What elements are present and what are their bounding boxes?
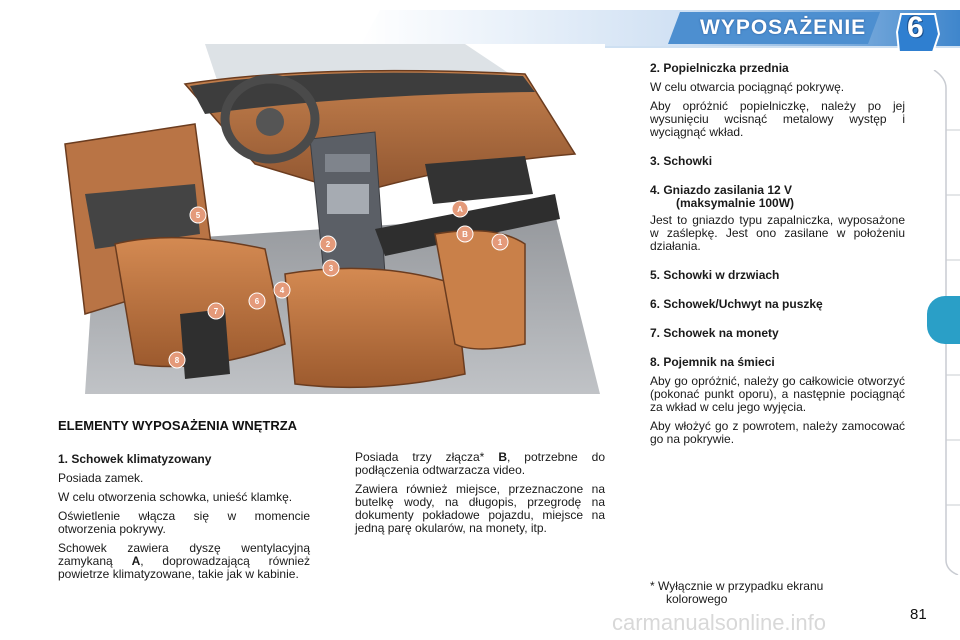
item-1-continued-text: Posiada trzy złącza* B, potrzebne do podłączenia odtwarzacza video. — [355, 450, 605, 477]
callout-A — [452, 201, 468, 217]
callout-6 — [249, 293, 265, 309]
callout-5 — [190, 207, 206, 223]
callout-1 — [492, 234, 508, 250]
item-1-text: Schowek zawiera dyszę wentylacyjną zamykaną A, doprowadzającą również powietrze klimatyzowane, takie jak w kabinie. — [58, 541, 310, 581]
section-heading: ELEMENTY WYPOSAŻENIA WNĘTRZA — [58, 418, 298, 433]
svg-text:5: 5 — [195, 211, 201, 220]
item-1-text: Oświetlenie włącza się w momencie otworzenia pokrywy. — [58, 509, 310, 536]
item-1-text: Posiada zamek. — [58, 471, 144, 485]
column-3 — [650, 62, 905, 452]
item-6-title: 6. Schowek/Uchwyt na puszkę — [650, 297, 823, 311]
callout-B — [457, 226, 473, 242]
svg-text:B: B — [462, 230, 468, 239]
active-chapter-tab[interactable] — [927, 296, 960, 344]
svg-text:4: 4 — [279, 286, 285, 295]
svg-text:6: 6 — [254, 297, 260, 306]
svg-text:1: 1 — [497, 238, 503, 247]
item-2-text: Aby opróżnić popielniczkę, należy po jej wysunięciu wcisnąć metalowy występ i wyciągnąć wkład. — [650, 99, 905, 139]
item-2-text: W celu otwarcia pociągnąć pokrywę. — [650, 80, 845, 94]
column-2 — [355, 451, 605, 541]
item-2-title: 2. Popielniczka przednia — [650, 61, 789, 75]
item-7-title: 7. Schowek na monety — [650, 326, 779, 340]
item-4-title: 4. Gniazdo zasilania 12 V (maksymalnie 100W) — [650, 183, 795, 210]
interior-illustration — [55, 44, 605, 404]
svg-text:7: 7 — [213, 307, 219, 316]
item-8-title: 8. Pojemnik na śmieci — [650, 355, 775, 369]
item-1-continued-text: Zawiera również miejsce, przeznaczone na butelkę wody, na długopis, przegrodę na dokumenty pokładowe pojazdu, miejsce na jedną parę okularów, na monety, itp. — [355, 482, 605, 535]
watermark: carmanualsonline.info — [612, 610, 827, 635]
callout-7 — [208, 303, 224, 319]
chapter-number: 6 — [907, 11, 924, 44]
svg-text:3: 3 — [328, 264, 334, 273]
item-4-text: Jest to gniazdo typu zapalniczka, wyposażone w zaślepkę. Jest ono zasilane w położeniu działania. — [650, 213, 905, 253]
callout-8 — [169, 352, 185, 368]
item-1-title: 1. Schowek klimatyzowany — [58, 452, 212, 466]
callout-3 — [323, 260, 339, 276]
item-8-text: Aby go opróżnić, należy go całkowicie otworzyć (pokonać punkt oporu), a następnie pociągnąć za wkład w celu jego wyjęcia. — [650, 374, 905, 414]
callout-2 — [320, 236, 336, 252]
footnote: * Wyłącznie w przypadku ekranu kolorowego — [650, 579, 824, 606]
page-number: 81 — [910, 606, 927, 623]
item-8-text: Aby włożyć go z powrotem, należy zamocować go na pokrywie. — [650, 419, 905, 446]
item-3-title: 3. Schowki — [650, 154, 713, 168]
svg-text:8: 8 — [174, 356, 180, 365]
column-1 — [58, 453, 310, 587]
item-1-text: W celu otworzenia schowka, unieść klamkę. — [58, 490, 293, 504]
callout-4 — [274, 282, 290, 298]
svg-text:A: A — [457, 205, 463, 214]
svg-text:2: 2 — [325, 240, 331, 249]
chapter-title: WYPOSAŻENIE — [700, 16, 867, 39]
item-5-title: 5. Schowki w drzwiach — [650, 268, 780, 282]
